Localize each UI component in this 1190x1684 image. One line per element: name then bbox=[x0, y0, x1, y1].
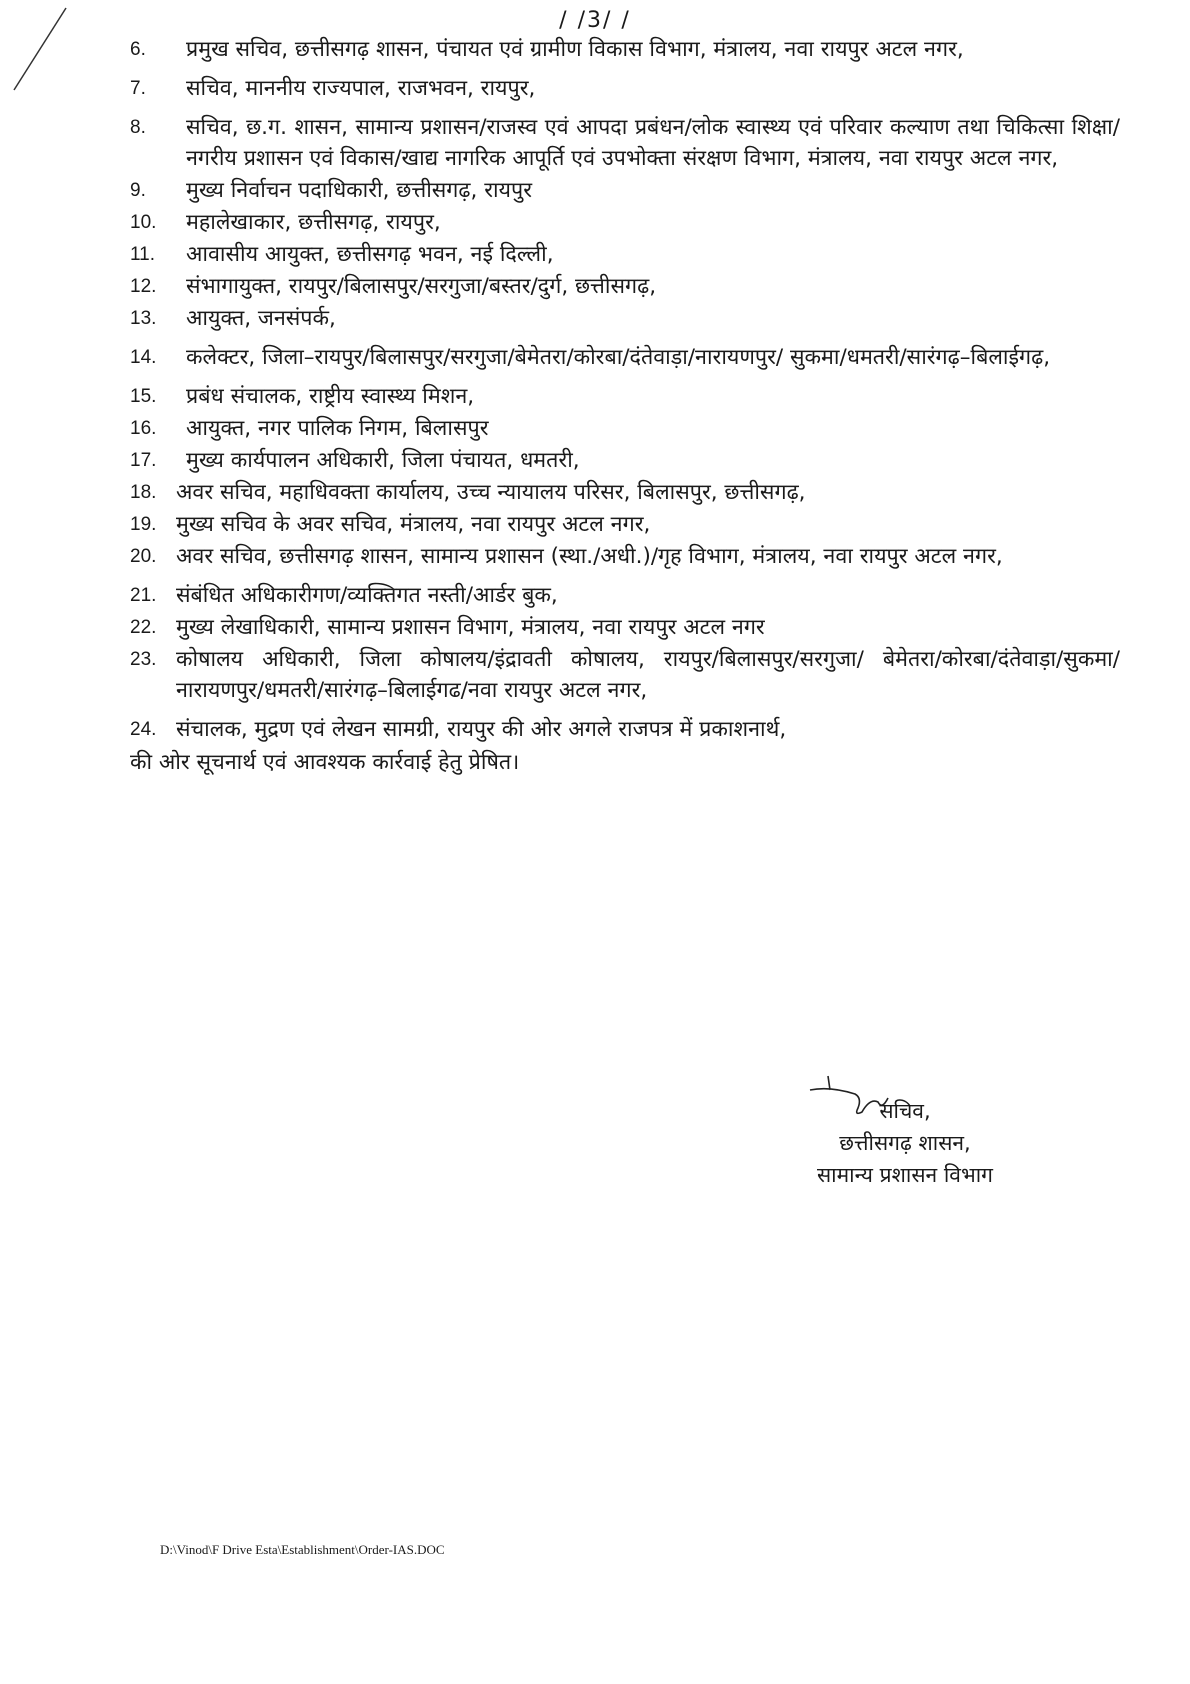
item-text: प्रबंध संचालक, राष्ट्रीय स्वास्थ्य मिशन, bbox=[186, 384, 475, 409]
item-text: कलेक्टर, जिला–रायपुर/बिलासपुर/सरगुजा/बेमेतरा/कोरबा/दंतेवाड़ा/नारायणपुर/ सुकमा/धमतरी/सारंगढ़–बिलाईगढ़, bbox=[186, 345, 1051, 370]
list-item bbox=[130, 207, 1120, 238]
closing-line: की ओर सूचनार्थ एवं आवश्यक कार्रवाई हेतु प्रेषित। bbox=[130, 750, 520, 775]
item-text: कोषालय अधिकारी, जिला कोषालय/इंद्रावती कोषालय, रायपुर/बिलासपुर/सरगुजा/ बेमेतरा/कोरबा/दंतेवाड़ा/सुकमा/नारायणपुर/धमतरी/सारंगढ़–बिलाईगढ/नवा रायपुर अटल नगर, bbox=[176, 647, 1120, 703]
list-item bbox=[130, 381, 1120, 412]
list-item bbox=[130, 175, 1120, 206]
item-text: महालेखाकार, छत्तीसगढ़, रायपुर, bbox=[186, 210, 441, 235]
list-item bbox=[130, 580, 1120, 611]
item-number: 7. bbox=[130, 78, 146, 99]
signature-block bbox=[755, 1095, 1055, 1191]
item-number: 19. bbox=[130, 514, 157, 535]
item-number: 11. bbox=[130, 244, 156, 265]
item-text: मुख्य लेखाधिकारी, सामान्य प्रशासन विभाग, मंत्रालय, नवा रायपुर अटल नगर bbox=[176, 615, 765, 640]
item-number: 23. bbox=[130, 649, 157, 670]
file-path: D:\Vinod\F Drive Esta\Establishment\Order-IAS.DOC bbox=[160, 1542, 445, 1557]
distribution-list bbox=[130, 34, 1120, 778]
item-text: मुख्य कार्यपालन अधिकारी, जिला पंचायत, धमतरी, bbox=[186, 448, 580, 473]
list-item bbox=[130, 342, 1120, 373]
item-number: 6. bbox=[130, 39, 146, 60]
item-number: 17. bbox=[130, 450, 157, 471]
item-text: आयुक्त, जनसंपर्क, bbox=[186, 306, 336, 331]
item-text: मुख्य निर्वाचन पदाधिकारी, छत्तीसगढ़, रायपुर bbox=[186, 178, 533, 203]
item-text: अवर सचिव, छत्तीसगढ़ शासन, सामान्य प्रशासन (स्था./अधी.)/गृह विभाग, मंत्रालय, नवा रायपुर अटल नगर, bbox=[176, 544, 1003, 569]
item-text: संबंधित अधिकारीगण/व्यक्तिगत नस्ती/आर्डर बुक, bbox=[176, 583, 558, 608]
list-item bbox=[130, 477, 1120, 508]
item-number: 18. bbox=[130, 482, 157, 503]
item-number: 10. bbox=[130, 212, 157, 233]
item-text: अवर सचिव, महाधिवक्ता कार्यालय, उच्च न्यायालय परिसर, बिलासपुर, छत्तीसगढ़, bbox=[176, 480, 806, 505]
item-text: सचिव, छ.ग. शासन, सामान्य प्रशासन/राजस्व एवं आपदा प्रबंधन/लोक स्वास्थ्य एवं परिवार कल्याण तथा चिकित्सा शिक्षा/नगरीय प्रशासन एवं विकास/खाद्य नागरिक आपूर्ति एवं उपभोक्ता संरक्षण विभाग, मंत्रालय, नवा रायपुर अटल नगर, bbox=[186, 115, 1120, 171]
item-number: 22. bbox=[130, 617, 157, 638]
item-number: 24. bbox=[130, 719, 157, 740]
item-number: 12. bbox=[130, 276, 157, 297]
item-number: 14. bbox=[130, 347, 157, 368]
list-item bbox=[130, 445, 1120, 476]
item-text: प्रमुख सचिव, छत्तीसगढ़ शासन, पंचायत एवं ग्रामीण विकास विभाग, मंत्रालय, नवा रायपुर अटल नगर, bbox=[186, 37, 964, 62]
signatory-government: छत्तीसगढ़ शासन, bbox=[839, 1131, 971, 1155]
list-item bbox=[130, 644, 1120, 706]
page-number: / /3/ / bbox=[559, 8, 631, 33]
list-item bbox=[130, 541, 1120, 572]
list-item bbox=[130, 112, 1120, 174]
list-item bbox=[130, 34, 1120, 65]
item-text: संचालक, मुद्रण एवं लेखन सामग्री, रायपुर की ओर अगले राजपत्र में प्रकाशनार्थ, bbox=[176, 717, 787, 742]
item-text: संभागायुक्त, रायपुर/बिलासपुर/सरगुजा/बस्तर/दुर्ग, छत्तीसगढ़, bbox=[186, 274, 657, 299]
list-item bbox=[130, 509, 1120, 540]
list-item bbox=[130, 73, 1120, 104]
list-item bbox=[130, 413, 1120, 444]
signatory-title: सचिव, bbox=[879, 1099, 931, 1123]
list-item bbox=[130, 271, 1120, 302]
item-number: 13. bbox=[130, 308, 157, 329]
item-number: 21. bbox=[130, 585, 157, 606]
item-text: आवासीय आयुक्त, छत्तीसगढ़ भवन, नई दिल्ली, bbox=[186, 242, 554, 267]
item-number: 15. bbox=[130, 386, 157, 407]
item-number: 8. bbox=[130, 117, 146, 138]
signatory-department: सामान्य प्रशासन विभाग bbox=[816, 1163, 994, 1187]
list-item bbox=[130, 303, 1120, 334]
item-text: मुख्य सचिव के अवर सचिव, मंत्रालय, नवा रायपुर अटल नगर, bbox=[176, 512, 651, 537]
item-text: सचिव, माननीय राज्यपाल, राजभवन, रायपुर, bbox=[186, 76, 536, 101]
list-item bbox=[130, 612, 1120, 643]
list-item bbox=[130, 239, 1120, 270]
item-number: 9. bbox=[130, 180, 146, 201]
item-number: 20. bbox=[130, 546, 157, 567]
item-number: 16. bbox=[130, 418, 157, 439]
list-item bbox=[130, 714, 1120, 745]
item-text: आयुक्त, नगर पालिक निगम, बिलासपुर bbox=[186, 416, 489, 441]
